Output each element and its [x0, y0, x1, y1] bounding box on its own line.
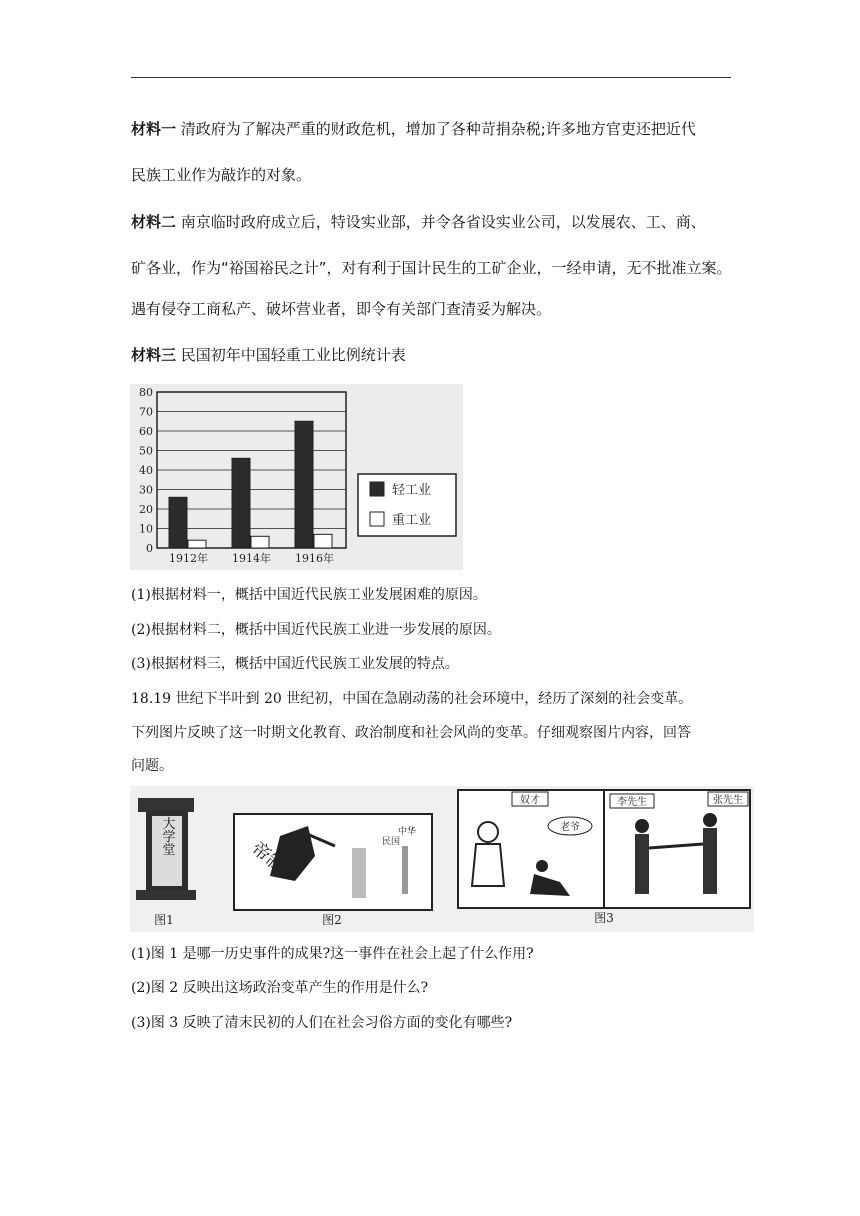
material-1-text: 清政府为了解决严重的财政危机，增加了各种苛捐杂税;许多地方官吏还把近代 [180, 120, 696, 138]
bar-light-1 [232, 458, 250, 548]
y-tick-label: 70 [139, 405, 153, 419]
material-1-label: 材料一 [131, 120, 177, 138]
label-zhang: 张先生 [713, 795, 743, 806]
header-rule [131, 77, 731, 78]
figures-strip [130, 786, 754, 932]
legend-label: 轻工业 [392, 483, 432, 498]
figure-3-caption: 图3 [594, 911, 614, 925]
legend-swatch [370, 482, 384, 496]
question-18-3: (3)图 3 反映了清末民初的人们在社会习俗方面的变化有哪些? [131, 1015, 513, 1031]
bar-chart [130, 384, 463, 570]
material-2-line-1 [131, 212, 731, 232]
figure-1 [136, 798, 196, 927]
material-2-line-2: 矿各业，作为“裕国裕民之计”，对有利于国计民生的工矿企业，一经申请，无不批准立案。 [131, 259, 732, 277]
question-17-3: (3)根据材料三，概括中国近代民族工业发展的特点。 [131, 656, 459, 672]
y-tick-label: 60 [139, 425, 153, 438]
legend-swatch [370, 512, 384, 526]
figure-1-caption: 图1 [154, 913, 174, 927]
question-18-1: (1)图 1 是哪一历史事件的成果?这一事件在社会上起了什么作用? [131, 946, 534, 962]
figure-2-right-text-2: 民国 [382, 837, 401, 847]
question-18-line-1: 18.19 世纪下半叶到 20 世纪初，中国在急剧动荡的社会环境中，经历了深刻的社会变革。 [131, 691, 693, 707]
bar-heavy-0 [188, 540, 206, 548]
bar-heavy-2 [314, 534, 332, 548]
material-3-label: 材料三 [131, 346, 177, 364]
question-17-1: (1)根据材料一，概括中国近代民族工业发展困难的原因。 [131, 587, 487, 603]
label-nucai: 奴才 [520, 795, 540, 806]
y-tick-label: 40 [139, 464, 153, 477]
figure-2-right-text-1: 中华 [398, 827, 417, 837]
material-3-line [131, 345, 731, 365]
figure-2 [234, 814, 432, 927]
question-18-line-2: 下列图片反映了这一时期文化教育、政治制度和社会风尚的变革。仔细观察图片内容，回答 [131, 725, 691, 741]
material-2-label: 材料二 [131, 213, 177, 231]
y-tick-label: 0 [146, 542, 153, 555]
y-tick-label: 30 [139, 483, 153, 497]
label-li: 李先生 [617, 797, 647, 808]
x-tick-label: 1914年 [232, 552, 271, 565]
chart-title: 民国初年中国轻重工业比例统计表 [180, 346, 406, 364]
material-2-line-3: 遇有侵夺工商私产、破坏营业者，即令有关部门查清妥为解决。 [131, 300, 552, 318]
y-tick-label: 80 [139, 386, 153, 399]
figure-3 [458, 790, 750, 925]
question-18-line-3: 问题。 [131, 758, 173, 774]
y-tick-label: 50 [139, 444, 153, 458]
figure-2-left-text: 帝制 [247, 838, 289, 878]
label-laoye: 老爷 [560, 822, 580, 833]
bar-light-0 [169, 497, 187, 548]
figure-2-caption: 图2 [322, 913, 342, 927]
x-tick-label: 1912年 [169, 552, 208, 565]
y-tick-label: 10 [139, 522, 153, 536]
plaque-text: 大学堂 [159, 816, 175, 856]
legend-label: 重工业 [392, 513, 432, 528]
bar-heavy-1 [251, 536, 269, 548]
material-2-text: 南京临时政府成立后，特设实业部，并令各省设实业公司，以发展农、工、商、 [180, 213, 706, 231]
chart-figure [130, 384, 463, 570]
material-1-line-1 [131, 119, 731, 139]
question-17-2: (2)根据材料二，概括中国近代民族工业进一步发展的原因。 [131, 622, 501, 638]
figures-illustration [130, 786, 754, 932]
bar-light-2 [295, 421, 313, 548]
material-1-line-2: 民族工业作为敲诈的对象。 [131, 166, 312, 184]
y-tick-label: 20 [139, 503, 153, 516]
x-tick-label: 1916年 [295, 552, 334, 565]
question-18-2: (2)图 2 反映出这场政治变革产生的作用是什么? [131, 980, 429, 996]
